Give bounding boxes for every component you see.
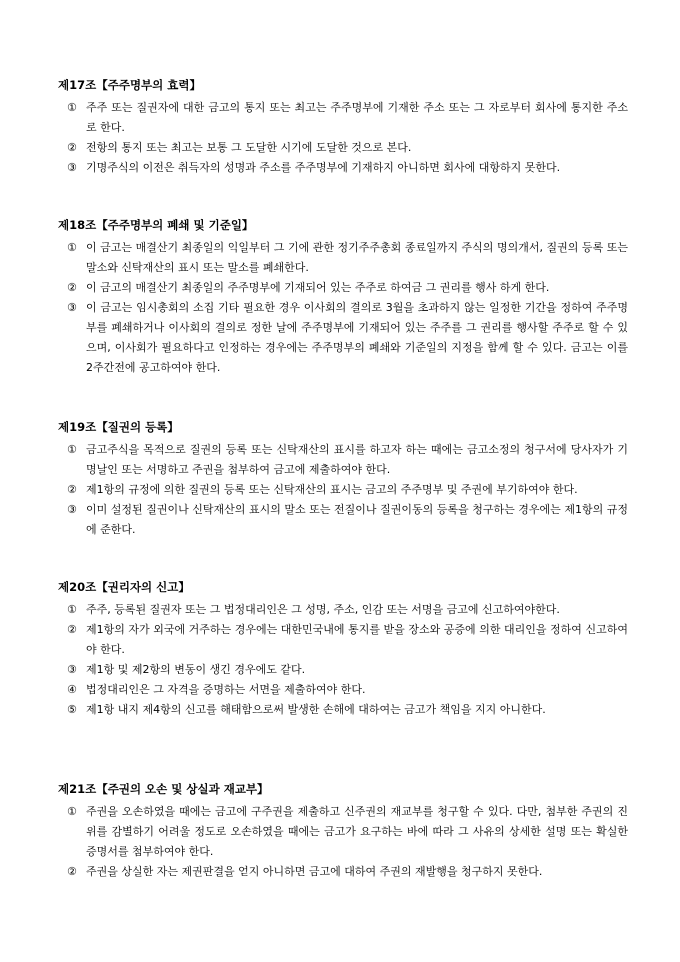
article-title: 제17조【주주명부의 효력】 xyxy=(58,78,201,92)
clause-text: 주주 또는 질권자에 대한 금고의 통지 또는 최고는 주주명부에 기재한 주소 또는 그 자로부터 회사에 통지한 주소로 한다. xyxy=(86,101,628,134)
clause xyxy=(58,278,628,298)
clause xyxy=(58,700,628,720)
clause-number: ① xyxy=(67,603,77,616)
clause xyxy=(58,500,628,540)
clause-text: 기명주식의 이전은 취득자의 성명과 주소를 주주명부에 기재하지 아니하면 회사에 대항하지 못한다. xyxy=(86,161,561,174)
clause xyxy=(58,802,628,862)
clause-text: 제1항의 규정에 의한 질권의 등록 또는 신탁재산의 표시는 금고의 주주명부 및 주권에 부기하여야 한다. xyxy=(86,483,578,496)
article-title: 제18조【주주명부의 폐쇄 및 기준일】 xyxy=(58,218,254,232)
clause-text: 이 금고는 매결산기 최종일의 익일부터 그 기에 관한 정기주주총회 종료일까지 주식의 명의개서, 질권의 등록 또는 말소와 신탁재산의 표시 또는 말소를 폐쇄한다. xyxy=(86,241,628,274)
clause-text: 이 금고는 임시총회의 소집 기타 필요한 경우 이사회의 결의로 3월을 초과하지 않는 일정한 기간을 정하여 주주명부를 폐쇄하거나 이사회의 결의로 정한 날에 주주명부에 기재되어 있는 주주를 그 권리를 행사할 주주로 할 수 있으며, 이사회가 필요하다고 인정하는 경우에는 주주명부의 폐쇄와 기준일의 지정을 함께 할 수 있다. 금고는 이를 2주간전에 공고하여야 한다. xyxy=(86,301,628,374)
clause xyxy=(58,480,628,500)
clause xyxy=(58,660,628,680)
article-20 xyxy=(58,580,628,720)
clause xyxy=(58,440,628,480)
clause-number: ② xyxy=(67,483,77,496)
clause-number: ③ xyxy=(67,301,77,314)
clause xyxy=(58,98,628,138)
clause-number: ③ xyxy=(67,663,77,676)
clause-text: 법정대리인은 그 자격을 증명하는 서면을 제출하여야 한다. xyxy=(86,683,366,696)
clause-text: 제1항 및 제2항의 변동이 생긴 경우에도 같다. xyxy=(86,663,306,676)
clause-number: ① xyxy=(67,241,77,254)
clause xyxy=(58,600,628,620)
clause-text: 주권을 오손하였을 때에는 금고에 구주권을 제출하고 신주권의 재교부를 청구할 수 있다. 다만, 첨부한 주권의 진위를 감별하기 어려울 정도로 오손하였을 때에는 금고가 요구하는 바에 따라 그 사유의 상세한 설명 또는 확실한 증명서를 첨부하여야 한다. xyxy=(86,805,628,858)
clause xyxy=(58,158,628,178)
clause-number: ② xyxy=(67,865,77,878)
clause-text: 금고주식을 목적으로 질권의 등록 또는 신탁재산의 표시를 하고자 하는 때에는 금고소정의 청구서에 당사자가 기명날인 또는 서명하고 주권을 첨부하여 금고에 제출하여야 한다. xyxy=(86,443,628,476)
clause xyxy=(58,298,628,378)
clause xyxy=(58,620,628,660)
article-title: 제21조【주권의 오손 및 상실과 재교부】 xyxy=(58,782,269,796)
article-19 xyxy=(58,420,628,540)
clause-number: ② xyxy=(67,141,77,154)
clause-text: 제1항의 자가 외국에 거주하는 경우에는 대한민국내에 통지를 받을 장소와 공증에 의한 대리인을 정하여 신고하여야 한다. xyxy=(86,623,628,656)
clause-number: ① xyxy=(67,805,77,818)
clause-number: ② xyxy=(67,281,77,294)
clause-number: ④ xyxy=(67,683,77,696)
clause-number: ① xyxy=(67,101,77,114)
clause xyxy=(58,680,628,700)
clause-text: 제1항 내지 제4항의 신고를 해태함으로써 발생한 손해에 대하여는 금고가 책임을 지지 아니한다. xyxy=(86,703,546,716)
article-21 xyxy=(58,782,628,882)
article-title: 제20조【권리자의 신고】 xyxy=(58,580,190,594)
clause xyxy=(58,238,628,278)
clause-text: 전항의 통지 또는 최고는 보통 그 도달한 시기에 도달한 것으로 본다. xyxy=(86,141,412,154)
clause-number: ① xyxy=(67,443,77,456)
clause xyxy=(58,862,628,882)
clause-text: 이 금고의 매결산기 최종일의 주주명부에 기재되어 있는 주주로 하여금 그 권리를 행사 하게 한다. xyxy=(86,281,550,294)
clause-text: 주주, 등록된 질권자 또는 그 법정대리인은 그 성명, 주소, 인감 또는 서명을 금고에 신고하여야한다. xyxy=(86,603,560,616)
clause-number: ③ xyxy=(67,161,77,174)
clause-text: 주권을 상실한 자는 제권판결을 얻지 아니하면 금고에 대하여 주권의 재발행을 청구하지 못한다. xyxy=(86,865,543,878)
clause-number: ③ xyxy=(67,503,77,516)
article-17 xyxy=(58,78,628,178)
article-18 xyxy=(58,218,628,378)
article-title: 제19조【질권의 등록】 xyxy=(58,420,179,434)
clause-text: 이미 설정된 질권이나 신탁재산의 표시의 말소 또는 전질이나 질권이동의 등록을 청구하는 경우에는 제1항의 규정에 준한다. xyxy=(86,503,628,536)
clause-number: ② xyxy=(67,623,77,636)
clause xyxy=(58,138,628,158)
clause-number: ⑤ xyxy=(67,703,77,716)
